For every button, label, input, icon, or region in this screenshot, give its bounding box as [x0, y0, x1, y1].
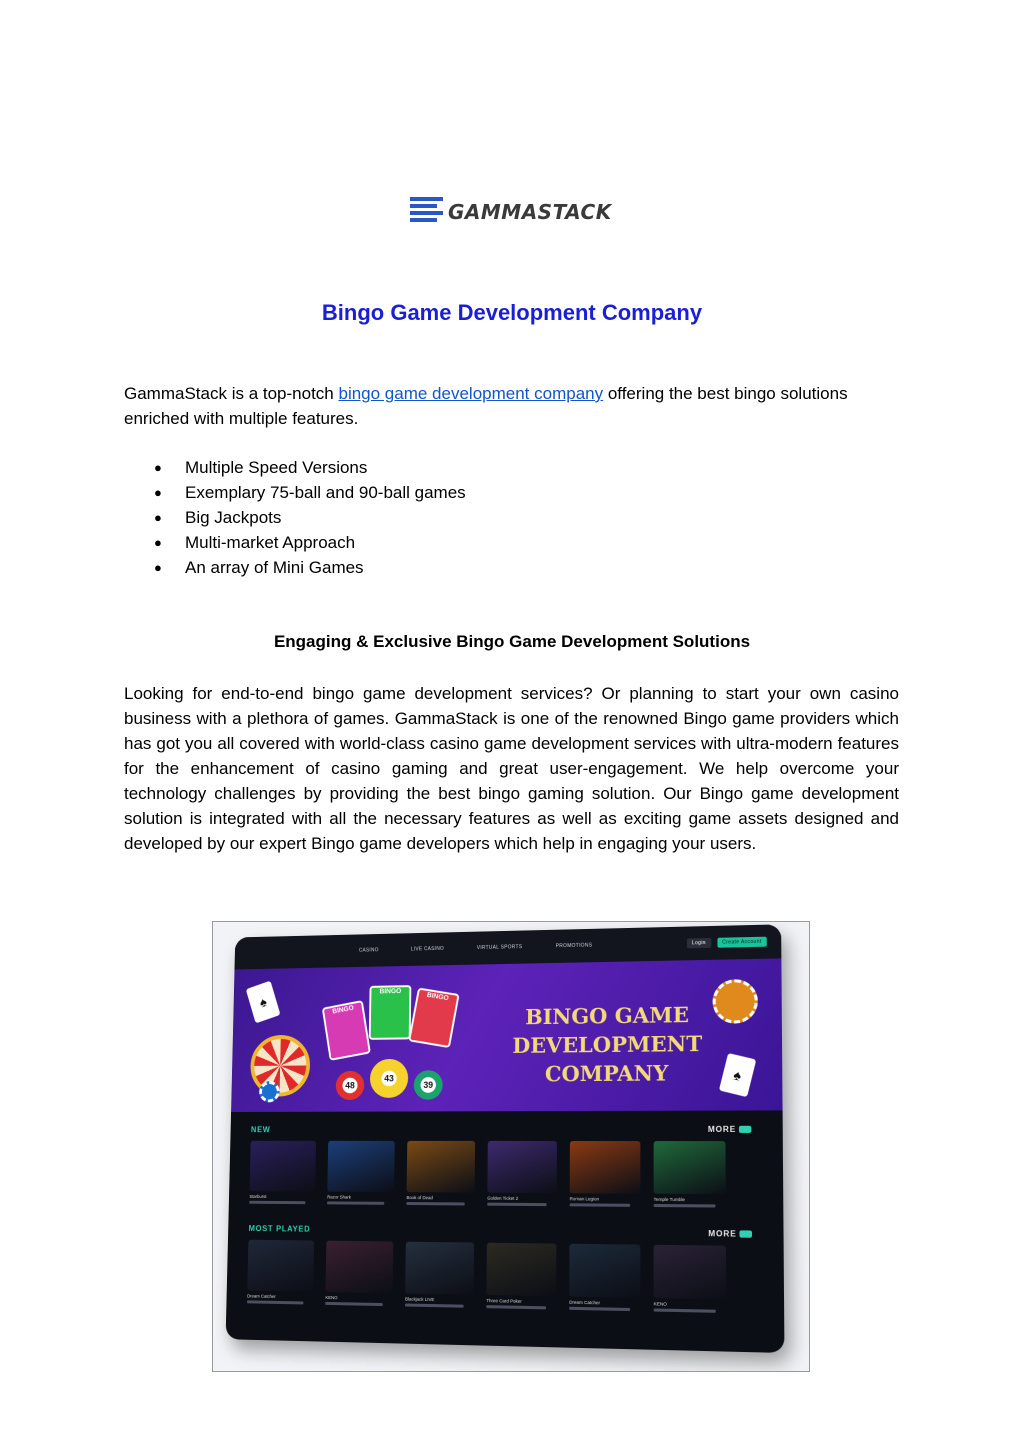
list-item: ● Big Jackpots — [124, 505, 466, 530]
game-subtitle-placeholder — [654, 1204, 715, 1208]
game-tile — [570, 1141, 641, 1207]
game-name: Blackjack LIVE — [405, 1296, 435, 1303]
game-thumbnail — [486, 1243, 556, 1297]
intro-paragraph — [124, 381, 899, 431]
game-subtitle-placeholder — [405, 1304, 463, 1308]
game-name: Razor Shark — [327, 1194, 351, 1200]
game-tile — [247, 1240, 314, 1305]
game-thumbnail — [327, 1141, 394, 1192]
new-section-label: NEW — [250, 1125, 271, 1135]
intro-text-start: GammaStack is a top-notch — [124, 384, 339, 403]
game-name: Book of Dead — [406, 1195, 433, 1201]
game-name: Dream Catcher — [247, 1293, 276, 1299]
more-link: MORE — [708, 1125, 752, 1134]
game-thumbnail — [487, 1141, 557, 1193]
game-thumbnail — [570, 1141, 641, 1194]
game-subtitle-placeholder — [569, 1307, 629, 1311]
list-item: ● Multi-market Approach — [124, 530, 466, 555]
most-played-row — [247, 1240, 726, 1313]
game-subtitle-placeholder — [247, 1300, 303, 1304]
casino-chip-icon — [259, 1081, 280, 1102]
playing-card-icon: ♠ — [719, 1053, 756, 1097]
game-tile — [249, 1141, 316, 1204]
page-title: Bingo Game Development Company — [321, 300, 703, 325]
device-mockup — [226, 924, 785, 1353]
game-subtitle-placeholder — [654, 1308, 716, 1312]
bingo-ball-icon: 48 — [336, 1071, 365, 1100]
bingo-card-icon: BINGO — [369, 985, 412, 1040]
game-tile — [486, 1243, 556, 1310]
game-name: Starburst — [249, 1193, 267, 1199]
game-thumbnail — [654, 1141, 726, 1194]
logo-text: GAMMASTACK — [448, 200, 612, 224]
game-subtitle-placeholder — [249, 1201, 305, 1204]
game-tile — [654, 1245, 727, 1313]
game-name: Three Card Poker — [486, 1298, 522, 1304]
game-thumbnail — [654, 1245, 727, 1300]
game-thumbnail — [405, 1242, 474, 1295]
game-subtitle-placeholder — [570, 1203, 630, 1207]
intro-text-end: offering the best bingo solutions enriched with multiple features. — [124, 384, 848, 428]
mock-create-account-button: Create Account — [717, 937, 767, 948]
bingo-ball-icon: 43 — [370, 1059, 409, 1098]
stack-logo-icon — [410, 197, 443, 227]
bingo-card-icon: BINGO — [322, 1000, 371, 1061]
game-name: Golden Ticket 2 — [487, 1195, 519, 1201]
game-tile — [405, 1242, 474, 1308]
list-item: ● An array of Mini Games — [124, 555, 466, 580]
banner-title: BINGO GAME DEVELOPMENT COMPANY — [512, 1002, 703, 1087]
mock-banner — [231, 958, 782, 1112]
casino-screenshot-image — [212, 921, 810, 1372]
section-heading: Engaging & Exclusive Bingo Game Development Solutions — [273, 632, 751, 651]
game-name: Dream Catcher — [569, 1299, 601, 1306]
mock-login-button: Login — [687, 938, 711, 948]
game-tile — [487, 1141, 557, 1206]
game-thumbnail — [407, 1141, 476, 1193]
game-name: KENO — [325, 1294, 338, 1301]
mock-nav-promotions: PROMOTIONS — [555, 942, 593, 950]
feature-list — [124, 455, 466, 580]
game-tile — [406, 1141, 475, 1206]
game-thumbnail — [325, 1241, 393, 1294]
bingo-ball-icon: 39 — [414, 1070, 443, 1100]
more-link: MORE — [708, 1229, 752, 1239]
mock-nav-casino: CASINO — [358, 947, 379, 954]
game-tile — [327, 1141, 395, 1205]
mock-nav-virtual-sports: VIRTUAL SPORTS — [476, 944, 523, 951]
list-item: ● Multiple Speed Versions — [124, 455, 466, 480]
game-tile — [569, 1244, 640, 1312]
game-name: KENO — [653, 1301, 667, 1307]
body-paragraph: Looking for end-to-end bingo game development services? Or planning to start your own casino business with a plethora of games. GammaStack is one of the renowned Bingo game providers which has got you all covered with world-class casino game development services with ultra-modern features for the enhancement of casino gaming and great user-engagement. We help overcome your technology challenges by providing the best bingo gaming solution. Our Bingo game development solution is integrated with all the necessary features as well as exciting game assets designed and developed by our expert Bingo game developers which help in engaging your users. — [124, 684, 899, 853]
gammastack-logo — [410, 196, 612, 228]
most-played-section-label: MOST PLAYED — [248, 1224, 311, 1234]
game-subtitle-placeholder — [487, 1203, 546, 1206]
game-thumbnail — [250, 1141, 316, 1192]
game-subtitle-placeholder — [327, 1201, 384, 1204]
game-tile — [654, 1141, 726, 1208]
game-tile — [325, 1241, 393, 1307]
game-thumbnail — [247, 1240, 314, 1292]
casino-chip-icon — [712, 979, 758, 1024]
bingo-company-link[interactable]: bingo game development company — [338, 384, 604, 403]
game-subtitle-placeholder — [486, 1305, 545, 1309]
list-item: ● Exemplary 75-ball and 90-ball games — [124, 480, 466, 505]
mock-nav-live-casino: LIVE CASINO — [410, 945, 445, 953]
game-name: Temple Tumble — [653, 1196, 685, 1203]
game-name: Roman Legion — [569, 1196, 600, 1202]
new-games-row — [249, 1141, 726, 1208]
bingo-card-icon: BINGO — [408, 988, 460, 1049]
game-thumbnail — [569, 1244, 640, 1298]
game-subtitle-placeholder — [325, 1302, 382, 1306]
game-subtitle-placeholder — [406, 1202, 464, 1205]
playing-card-icon: ♠ — [246, 981, 281, 1024]
